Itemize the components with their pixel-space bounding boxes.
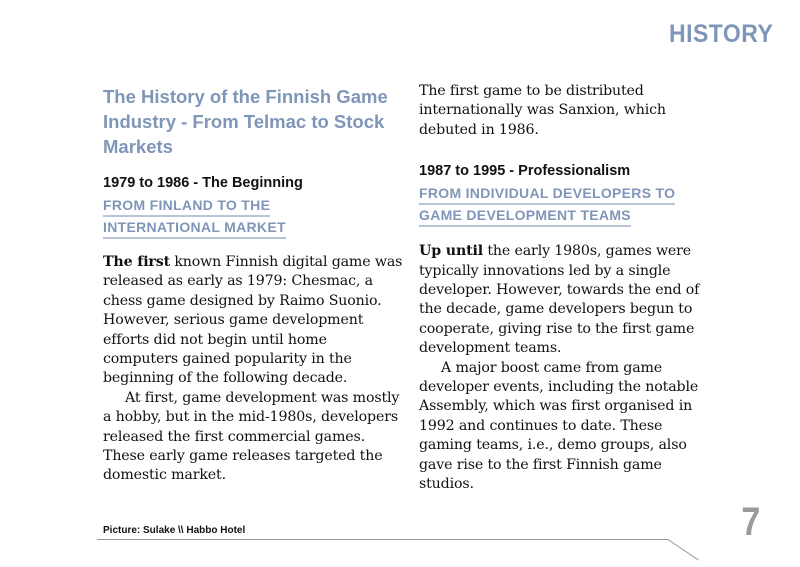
paragraph: At first, game development was mostly a hobby, but in the mid-1980s, developers released the first commercial games. These early game releases targeted the domestic market. [103,389,400,484]
kicker-line: GAME DEVELOPMENT TEAMS [419,205,631,227]
picture-caption: Picture: Sulake \\ Habbo Hotel [103,525,246,536]
left-column [103,82,403,486]
paragraph-lead: The first [103,254,170,270]
kicker-line: INTERNATIONAL MARKET [103,217,286,239]
paragraph-text: the early 1980s, games were typically innovations led by a single developer. However, towards the end of the decade, game developers begun to cooperate, giving rise to the first game development teams. [419,243,700,357]
kicker-finland-international [103,195,403,239]
section-label: HISTORY [668,20,773,48]
section-subheading-1979: 1979 to 1986 - The Beginning [103,175,303,191]
footer-rule-diagonal [668,539,699,561]
footer-rule [97,539,669,540]
paragraph-lead: Up until [419,243,483,260]
kicker-line: FROM FINLAND TO THE [103,195,270,217]
section-subheading-1987: 1987 to 1995 - Professionalism [419,163,631,180]
paragraph-text: known Finnish digital game was released as early as 1979: Chesmac, a chess game designed by Raimo Suonio. However, serious game development efforts did not begin until home computers gained popularity in the beginning of the following decade. [103,254,403,387]
paragraph: A major boost came from game developer events, including the notable Assembly, which was first organised in 1992 and continues to date. These gaming teams, i.e., demo groups, also gave rise to the first Finnish game studios. [419,359,699,493]
paragraph: The first game to be distributed internationally was Sanxion, which debuted in 1986. [419,83,666,138]
kicker-line: FROM INDIVIDUAL DEVELOPERS TO [419,183,675,205]
right-body [419,242,714,494]
article-title: The History of the Finnish Game Industry - From Telmac to Stock Markets [103,86,388,157]
right-column [419,82,714,495]
left-body [103,253,403,486]
paragraph [103,253,403,389]
kicker-developers-teams [419,183,714,227]
page-number: 7 [741,500,760,544]
paragraph [419,242,714,358]
